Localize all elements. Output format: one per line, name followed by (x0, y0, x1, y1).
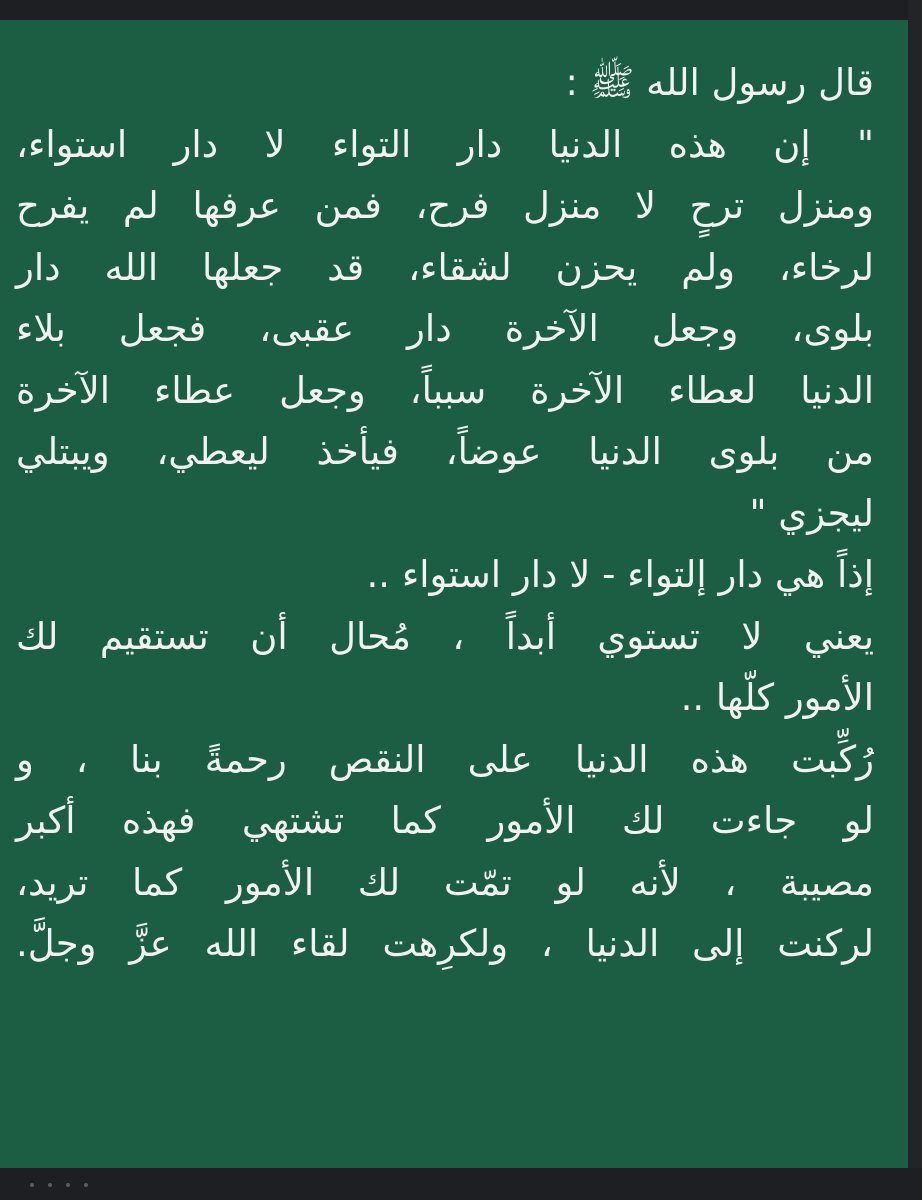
post-line-12: رُكِّبت هذه الدنيا على النقص رحمةً بنا ، و (16, 737, 874, 781)
post-line-6: الدنيا لعطاء الآخرة سبباً، وجعل عطاء الآخرة (16, 368, 874, 412)
post-line-7: من بلوى الدنيا عوضاً، فيأخذ ليعطي، ويبتلي (16, 430, 874, 473)
dot (84, 1183, 88, 1187)
post-line-13: لو جاءت لك الأمور كما تشتهي فهذه أكبر (16, 799, 874, 842)
post-line-8: ليجزي " (749, 491, 874, 535)
dot (66, 1183, 70, 1187)
post-line-4: لرخاء، ولم يحزن لشقاء، قد جعلها الله دار (16, 245, 874, 289)
post-line-11: الأمور كلّها .. (680, 676, 874, 719)
post-card (0, 20, 908, 1168)
post-text[interactable] (16, 52, 874, 975)
dot (48, 1183, 52, 1187)
post-line-1: قال رسول الله ﷺ : (565, 61, 874, 104)
post-line-9: إذاً هي دار إلتواء - لا دار استواء .. (366, 553, 874, 596)
post-line-2: " إن هذه الدنيا دار التواء لا دار استواء، (16, 122, 874, 166)
scrollbar-track[interactable] (908, 0, 922, 1200)
post-line-14: مصيبة ، لأنه لو تمّت لك الأمور كما تريد، (16, 860, 874, 904)
post-line-5: بلوى، وجعل الآخرة دار عقبى، فجعل بلاء (16, 307, 874, 350)
bottom-bar (0, 1168, 922, 1200)
post-line-15: لركنت إلى الدنيا ، ولكرِهت لقاء الله عزَّ وجلَّ. (16, 922, 874, 965)
post-line-10: يعني لا تستوي أبداً ، مُحال أن تستقيم لك (16, 614, 874, 658)
post-line-3: ومنزل ترحٍ لا منزل فرح، فمن عرفها لم يفرح (16, 184, 874, 227)
dot (30, 1183, 34, 1187)
carousel-dots (30, 1183, 88, 1187)
